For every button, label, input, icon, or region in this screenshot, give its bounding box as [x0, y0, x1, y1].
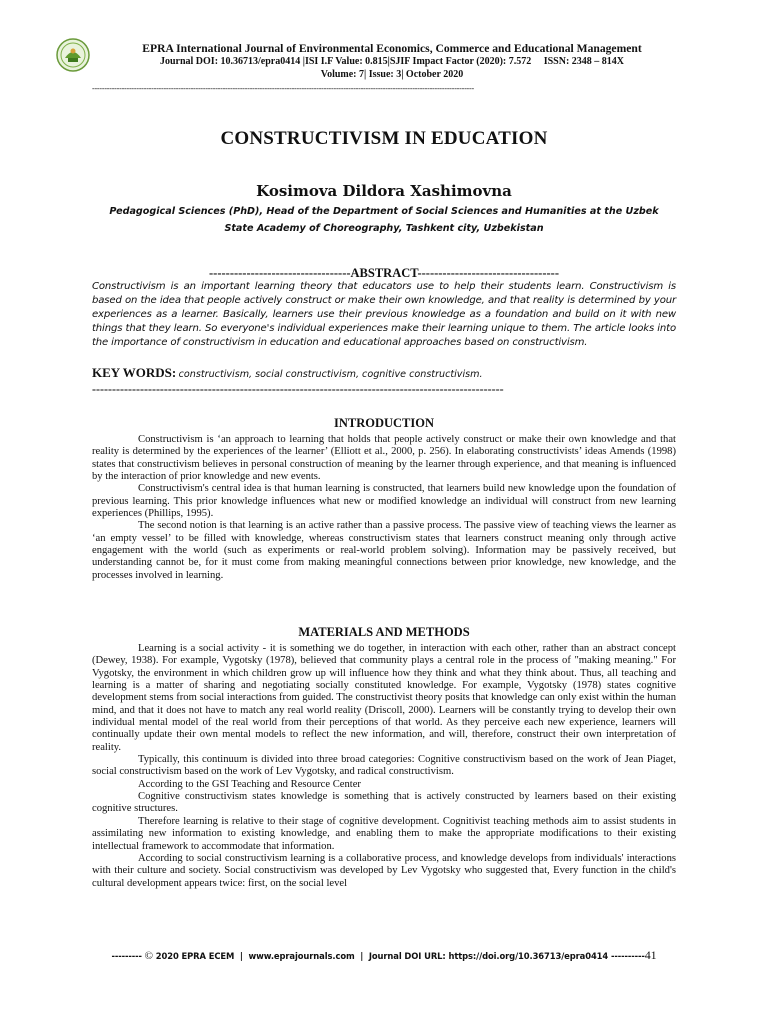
journal-meta: Journal DOI: 10.36713/epra0414 |ISI I.F Value: 0.815|SJIF Impact Factor (2020): 7.572 ISSN: 2348 – 814X — [159, 56, 625, 67]
footer-doi-link[interactable]: Journal DOI URL: https://doi.org/10.36713/epra0414 — [368, 951, 609, 961]
keywords-label: KEY WORDS: — [92, 365, 177, 380]
keywords-line — [92, 366, 676, 382]
paragraph: Cognitive constructivism states knowledge is something that is actively constructed by learners based on their existing cognitive structures. — [92, 791, 676, 815]
paragraph: Constructivism's central idea is that human learning is constructed, that learners build new knowledge upon the foundation of previous learning. This prior knowledge influences what new or modified knowledge an individual will construct from new learning experiences (Phillips, 1995). — [92, 483, 676, 520]
paragraph: Therefore learning is relative to their stage of cognitive development. Cognitivist teaching methods aim to assist students in assimilating new information to existing knowledge, and enabling them to make the appropriate modifications to their existing intellectual framework to accommodate that information. — [92, 815, 676, 852]
footer-separator: | — [239, 951, 243, 961]
page-footer — [0, 948, 768, 963]
paragraph: According to social constructivism learning is a collaborative process, and knowledge develops from individuals' interactions with their culture and society. Social constructivism was developed by Lev Vygotsky who suggested that, Every function in the child's cultural development appears twice: first, on the social level — [92, 852, 676, 889]
introduction-heading: INTRODUCTION — [333, 416, 434, 430]
paragraph: Learning is a social activity - it is something we do together, in interaction with each other, rather than an abstract concept (Dewey, 1938). For example, Vygotsky (1978), believed that community plays a central role in the process of "making meaning." For Vygotsky, the environment in which children grow up will influence how they think and what they think about. Thus, all teaching and learning is a matter of sharing and negotiating socially constituted knowledge. For example, Vygotsky (1978) states cognitive development stems from social interactions from guided. The constructivist theory posits that knowledge can only exist within the human mind, and that it does not have to match any real world reality (Driscoll, 2000). Learners will be constantly trying to develop their own individual mental model of the real world from their perceptions of that world. As they perceive each new experience, learners will continually update their own mental models to reflect the new information, and will, therefore, construct their own interpretation of reality. — [92, 643, 676, 753]
journal-header — [92, 42, 692, 81]
footer-dashes-left: --------- — [111, 951, 142, 961]
journal-title: EPRA International Journal of Environmental Economics, Commerce and Educational Management — [142, 42, 642, 55]
copyright-icon: © — [144, 950, 153, 962]
abstract-heading: ----------------------------------ABSTRACT---------------------------------- — [209, 266, 559, 280]
article-author: Kosimova Dildora Xashimovna — [256, 182, 512, 200]
footer-separator: | — [360, 951, 364, 961]
abstract-divider: ------------------------------------------------------------------------------------------------------- — [92, 382, 504, 396]
journal-volume: Volume: 7| Issue: 3| October 2020 — [320, 69, 464, 80]
paragraph: The second notion is that learning is an active rather than a passive process. The passive view of teaching views the learner as ‘an empty vessel’ to be filled with knowledge, whereas constructivism states that learners construct meaning only through active engagement with the world (such as experiments or real-world problem solving). Information may be passively received, but understanding cannot be, for it must come from making meaningful connections between prior knowledge, new knowledge, and the processes involved in learning. — [92, 520, 676, 581]
page-number: 41 — [644, 948, 657, 962]
author-affiliation: Pedagogical Sciences (PhD), Head of the Department of Social Sciences and Humanities at the Uzbek State Academy of Choreography, Tashkent city, Uzbekistan — [109, 206, 659, 234]
footer-dashes-right: ---------- — [610, 951, 645, 961]
paragraph: Constructivism is ‘an approach to learning that holds that people actively construct or make their own knowledge and that reality is determined by the experiences of the learner’ (Elliott et al., 2000, p. 256). In elaborating constructivists’ ideas Amends (1998) states that constructivism believes in personal construction of meaning by the learner through experience, and that meaning is influenced by the interaction of prior knowledge and new events. — [92, 434, 676, 483]
article-title: CONSTRUCTIVISM IN EDUCATION — [220, 128, 548, 149]
introduction-body — [92, 434, 676, 582]
abstract-text: Constructivism is an important learning theory that educators use to help their students learn. Constructivism is based on the idea that people actively construct or make their own knowledge, and that reality is determined by your experiences as a learner. Basically, learners use their previous knowledge as a foundation and build on it with new things that they learn. So everyone's individual experiences make their learning unique to them. The article looks into the importance of constructivism in education and educational approaches based on constructivism. — [92, 281, 676, 349]
methods-body — [92, 643, 676, 890]
methods-heading: MATERIALS AND METHODS — [298, 625, 470, 639]
header-divider: ----------------------------------------------------------------------------------------------------------------------------------------------------------- — [92, 84, 474, 93]
journal-logo-icon — [56, 38, 90, 72]
paragraph: According to the GSI Teaching and Resource Center — [138, 778, 361, 790]
keywords-text: constructivism, social constructivism, cognitive constructivism. — [178, 369, 483, 380]
footer-copyright: 2020 EPRA ECEM — [155, 951, 235, 961]
footer-website-link[interactable]: www.eprajournals.com — [248, 951, 355, 961]
paragraph: Typically, this continuum is divided into three broad categories: Cognitive constructivism based on the work of Jean Piaget, social constructivism based on the work of Lev Vygotsky, and radical constructivism. — [92, 754, 676, 778]
